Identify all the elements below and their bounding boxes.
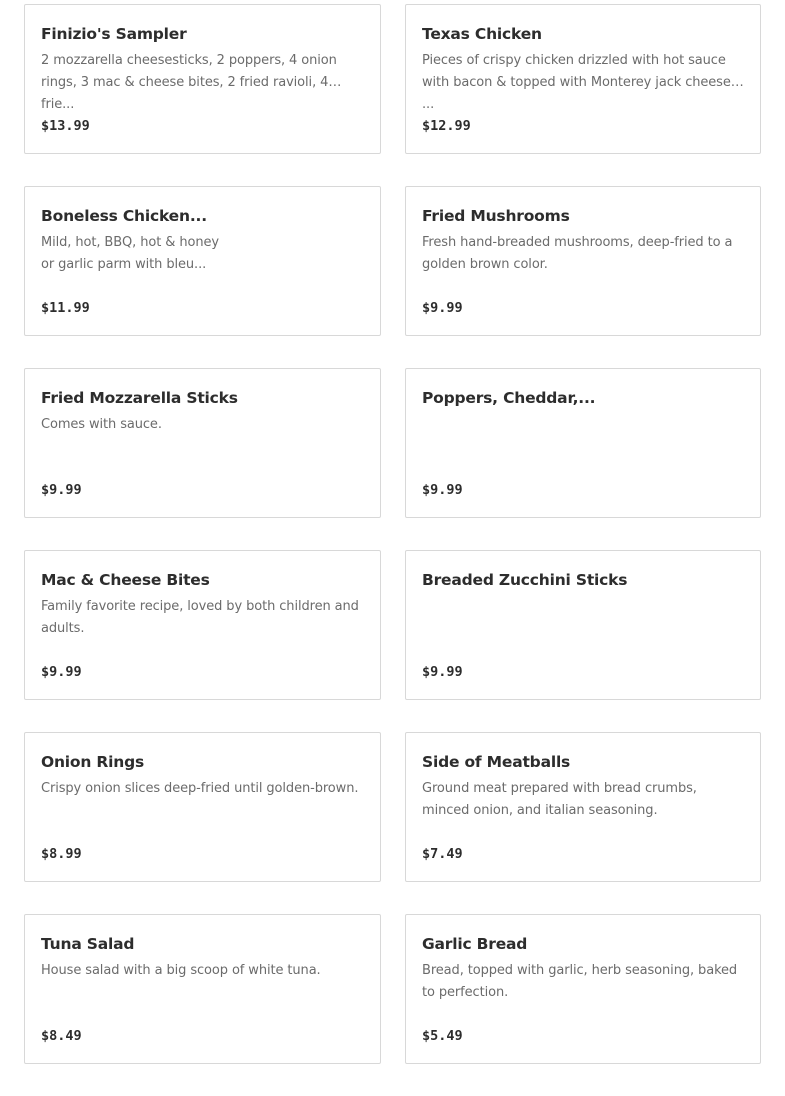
menu-item-price: $9.99 [41, 664, 82, 680]
menu-item-name: Tuna Salad [41, 935, 135, 953]
menu-item-grid [24, 4, 761, 1064]
menu-item-card[interactable] [24, 732, 381, 882]
menu-item-description: 2 mozzarella cheesesticks, 2 poppers, 4 onion rings, 3 mac & cheese bites, 2 fried ravioli, 4 frie... [41, 53, 337, 112]
menu-item-card[interactable] [24, 4, 381, 154]
menu-item-description: Crispy onion slices deep-fried until golden-brown. [41, 781, 359, 796]
menu-item-price: $7.49 [422, 846, 463, 862]
menu-item-name: Fried Mozzarella Sticks [41, 389, 238, 407]
menu-item-name: Onion Rings [41, 753, 145, 771]
menu-item-price: $8.99 [41, 846, 82, 862]
menu-item-price: $9.99 [422, 664, 463, 680]
menu-item-card[interactable] [405, 186, 761, 336]
menu-item-price: $8.49 [41, 1028, 82, 1044]
menu-item-card[interactable] [24, 550, 381, 700]
menu-item-description: Family favorite recipe, loved by both children and adults. [41, 599, 359, 636]
menu-item-card[interactable] [405, 914, 761, 1064]
menu-item-name: Garlic Bread [422, 935, 528, 953]
menu-item-name: Fried Mushrooms [422, 207, 570, 225]
menu-item-price: $11.99 [41, 300, 90, 316]
menu-item-price: $9.99 [422, 482, 463, 498]
menu-item-name: Finizio's Sampler [41, 25, 187, 43]
menu-item-description: House salad with a big scoop of white tuna. [41, 963, 321, 978]
menu-item-card[interactable] [24, 368, 381, 518]
menu-item-name: Breaded Zucchini Sticks [422, 571, 628, 589]
menu-item-card[interactable] [24, 914, 381, 1064]
menu-item-description: Bread, topped with garlic, herb seasoning, baked to perfection. [422, 963, 738, 1000]
menu-item-description: Comes with sauce. [41, 417, 162, 432]
menu-item-description: Pieces of crispy chicken drizzled with hot sauce with bacon & topped with Monterey jack cheese ... [422, 53, 731, 112]
menu-item-price: $9.99 [422, 300, 463, 316]
menu-item-description: Ground meat prepared with bread crumbs, minced onion, and italian seasoning. [422, 781, 697, 818]
menu-item-card[interactable] [405, 4, 761, 154]
menu-item-card[interactable] [405, 550, 761, 700]
menu-item-card[interactable] [24, 186, 381, 336]
menu-item-description: Fresh hand-breaded mushrooms, deep-fried to a golden brown color. [422, 235, 733, 272]
menu-item-description: Mild, hot, BBQ, hot & honey or garlic parm with bleu... [41, 235, 219, 272]
menu-item-price: $9.99 [41, 482, 82, 498]
menu-item-price: $12.99 [422, 118, 471, 134]
menu-item-name: Poppers, Cheddar,... [422, 389, 596, 407]
menu-item-name: Side of Meatballs [422, 753, 571, 771]
menu-item-card[interactable] [405, 368, 761, 518]
menu-item-name: Texas Chicken [422, 25, 542, 43]
menu-item-price: $5.49 [422, 1028, 463, 1044]
menu-item-name: Mac & Cheese Bites [41, 571, 210, 589]
menu-item-name: Boneless Chicken... [41, 207, 207, 225]
menu-item-price: $13.99 [41, 118, 90, 134]
menu-item-card[interactable] [405, 732, 761, 882]
